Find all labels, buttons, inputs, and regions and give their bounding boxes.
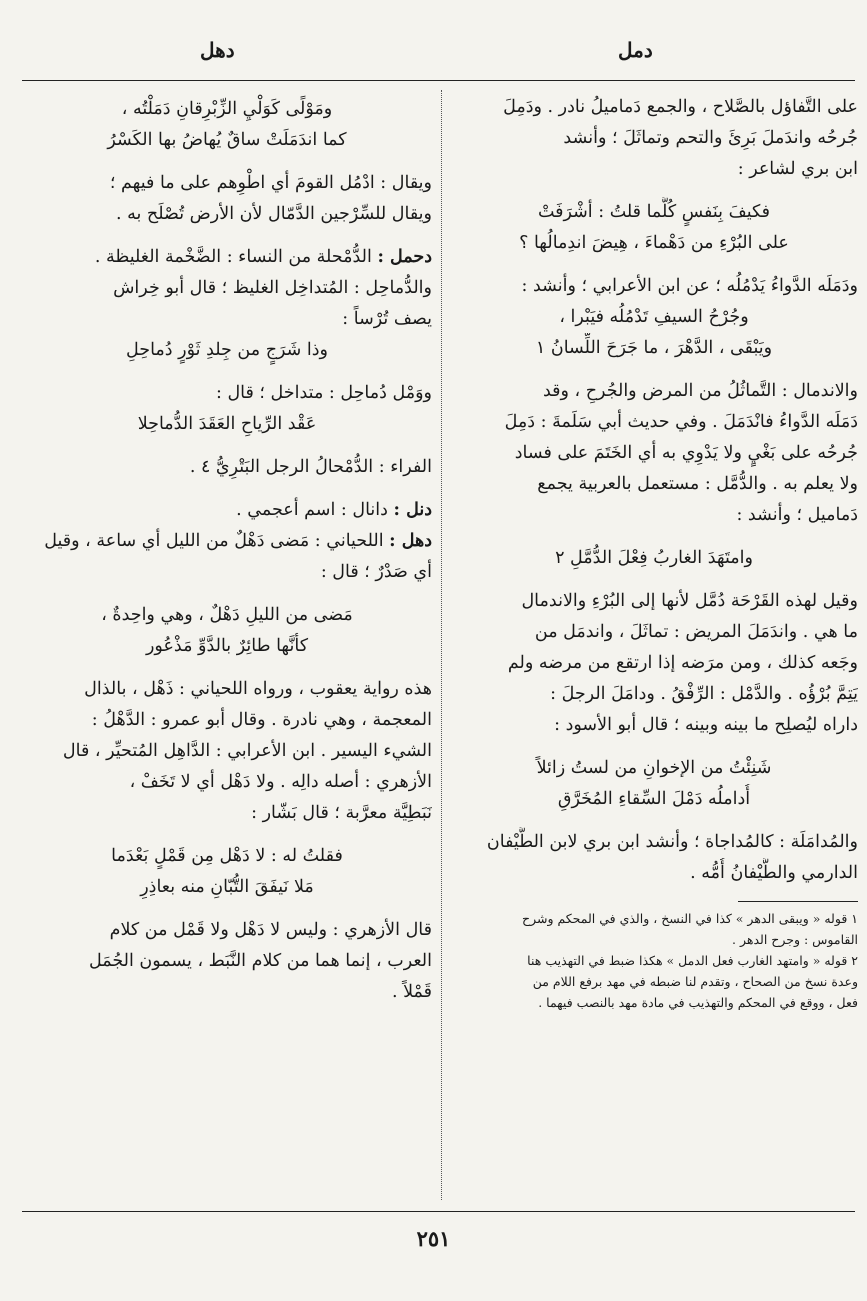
verse-line: كأنَّها طائِرٌ بالدَّوِّ مَذْعُور	[145, 636, 309, 656]
left-column	[22, 94, 432, 1008]
text-line: الدارمي والطَّيْفانُ أُمُّه .	[690, 863, 858, 883]
entry-headword: دحمل :	[377, 247, 432, 267]
entry-headword: دهل :	[389, 531, 432, 551]
text-line: المعجمة ، وهي نادرة . وقال أبو عمرو : الدَّهْلُ :	[91, 710, 432, 730]
text-line: ودَمَلَه الدَّواءُ يَدْمُلُه ؛ عن ابن الأعرابي ؛ وأنشد :	[521, 276, 858, 296]
text-line: دَمَلَه الدَّواءُ فانْدَمَلَ . وفي حديث أبي سَلَمةَ : دَمِلَ	[504, 412, 858, 432]
text-line: وجَعه كذلك ، ومن مرَضه إذا ارتقع من مرضه ولم	[507, 653, 858, 673]
header-rule	[22, 80, 855, 81]
text-line: والمُدامَلَة : كالمُداجاة ؛ وأنشد ابن بري لابن الطَّيْفان	[486, 832, 858, 852]
entry-line	[22, 526, 432, 557]
footnote-line: ٢ قوله « وامتهد الغارب فعل الدمل » هكذا ضبط في التهذيب هنا	[527, 953, 858, 968]
verse-line: ويَبْقَى ، الدَّهْرَ ، ما جَرَحَ اللِّسانُ ١	[535, 338, 773, 358]
footer-rule	[22, 1211, 855, 1212]
verse-line: أُداملُه دَمْلَ السِّقاءِ المُخَرَّقِ	[557, 789, 751, 809]
text-line: نَبَطِيَّة معرَّبة ؛ قال بَشّار :	[251, 803, 432, 823]
text-line: والدُّماحِل : المُتداخِل الغليظ ؛ قال أبو خِراش	[113, 278, 432, 298]
text-line: دَماميل ؛ وأنشد :	[736, 505, 858, 525]
text-line: ولا يعلم به . والدُّمَّل : مستعمل بالعربية يجمع	[537, 474, 858, 494]
footnote-line: ١ قوله « ويبقى الدهر » كذا في النسخ ، والذي في المحكم وشرح	[522, 911, 858, 926]
verse-line: على البُرْءِ من دَهْماءَ ، هِيضَ اندِمالُها ؟	[519, 233, 789, 253]
text-line: والاندمال : التَّماثُلُ من المرض والجُرحِ ، وقد	[542, 381, 858, 401]
text-line: يصف تُرْساً :	[342, 309, 432, 329]
text-line: الفراء : الدُّمْحالُ الرجل البَتْرِيُّ ٤ .	[189, 457, 432, 477]
verse-line: مَلا نَيفَقَ التُّبّانِ منه بعاذِرِ	[140, 877, 314, 897]
entry-headword: دنل :	[393, 500, 432, 520]
footnote-line: فعل ، ووقع في المحكم والتهذيب في مادة مهد بالنصب فيهما .	[538, 995, 858, 1010]
entry-line	[22, 495, 432, 526]
verse-line: عَقْد الرِّياحِ العَقَدَ الدُّماحِلا	[137, 414, 317, 434]
footnote-rule	[738, 901, 858, 902]
text-line: وقيل لهذه القَرْحَة دُمَّل لأنها إلى البُرْءِ والاندمال	[521, 591, 858, 611]
header-entry-word-left: دهل	[200, 38, 235, 62]
text-line: الأزهري : أصله دالِه . ولا دَهْل أي لا تَخَفْ ،	[129, 772, 432, 792]
text-line: العرب ، إنما هما من كلام النَّبَط ، يسمون الجُمَل	[88, 951, 432, 971]
verse-line: وذا شَرَجٍ من جِلدِ ثَوْرٍ دُماحِلِ	[126, 340, 328, 360]
text-line: الشيء اليسير . ابن الأعرابي : الدَّاهِل المُتحيِّر ، قال	[62, 741, 432, 761]
right-column	[450, 92, 858, 1013]
text-line: ويقال : ادْمُل القومَ أي اطْوِهم على ما فيهم ؛	[109, 173, 432, 193]
text-line: ووَمْل دُماحِل : متداخل ؛ قال :	[215, 383, 432, 403]
text-line: ما هي . واندَمَلَ المريض : تماثَلَ ، واندمَل من	[534, 622, 858, 642]
entry-text: دانال : اسم أعجمي .	[236, 500, 388, 520]
verse-line: فكيفَ بِنَفسٍ كُلَّما قلتُ : أشْرَفَتْ	[537, 202, 771, 222]
verse-line: فقلتُ له : لا دَهْل مِن قَمْلٍ بَعْدَما	[111, 846, 343, 866]
text-line: ويقال للسِّرْجين الدَّمّال لأن الأرض تُصْلَح به .	[115, 204, 432, 224]
text-line: قَمْلاً .	[391, 982, 432, 1002]
entry-text: اللحياني : مَضى دَهْلٌ من الليل أي ساعة ، وقيل	[44, 531, 384, 551]
text-line: على التَّفاؤل بالصَّلاح ، والجمع دَماميلُ نادر . ودَمِلَ	[503, 97, 858, 117]
verse-line: ومَوْلًى كَوَلْيِ الزِّبْرِقانِ دَمَلْتُه ،	[121, 99, 333, 119]
entry-line	[22, 242, 432, 273]
verse-line: كما اندَمَلَتْ ساقٌ يُهاضُ بها الكَسْرُ	[107, 130, 347, 150]
entry-text: الدُّمْحلة من النساء : الضَّخْمة الغليظة .	[94, 247, 372, 267]
text-line: جُرحُه واندَملَ بَرِئَ والتحم وتماثَلَ ؛ وأنشد	[563, 128, 858, 148]
verse-line: وجُرْحُ السيفِ تَدْمُلُه فيَبْرا ،	[559, 307, 749, 327]
verse-line: مَضى من الليلِ دَهْلٌ ، وهي واحِدةٌ ،	[101, 605, 353, 625]
column-divider	[441, 90, 442, 1200]
verse-line: شَنِئْتُ من الإخوانِ من لستُ زائلاً	[536, 758, 772, 778]
footnote-line: القاموس : وجرح الدهر .	[732, 932, 858, 947]
header-entry-word-right: دمل	[618, 38, 653, 62]
verse-line: وامتَهَدَ الغاربُ فِعْلَ الدُّمَّلِ ٢	[555, 548, 753, 568]
page-header	[0, 38, 867, 78]
text-line: هذه رواية يعقوب ، ورواه اللحياني : ذَهْل ، بالذال	[84, 679, 432, 699]
text-line: ابن بري لشاعر :	[737, 159, 858, 179]
text-line: يَتِمَّ بُرْؤُه . والدَّمْل : الرِّفْقُ . ودامَلَ الرجلَ :	[550, 684, 858, 704]
text-line: داراه ليُصلِح ما بينه وبينه ؛ قال أبو الأسود :	[554, 715, 858, 735]
text-line: قال الأزهري : وليس لا دَهْل ولا قَمْل من كلام	[109, 920, 432, 940]
text-line: أي صَدْرٌ ؛ قال :	[320, 562, 432, 582]
footnote-line: وعدة نسخ من الصحاح ، وتقدم لنا ضبطه في مهد برفع اللام من	[532, 974, 858, 989]
page-number: ٢٥١	[416, 1226, 451, 1251]
text-line: جُرحُه على بَغْيٍ ولا يَدْوِي به أي الخَتَمَ على فساد	[514, 443, 858, 463]
